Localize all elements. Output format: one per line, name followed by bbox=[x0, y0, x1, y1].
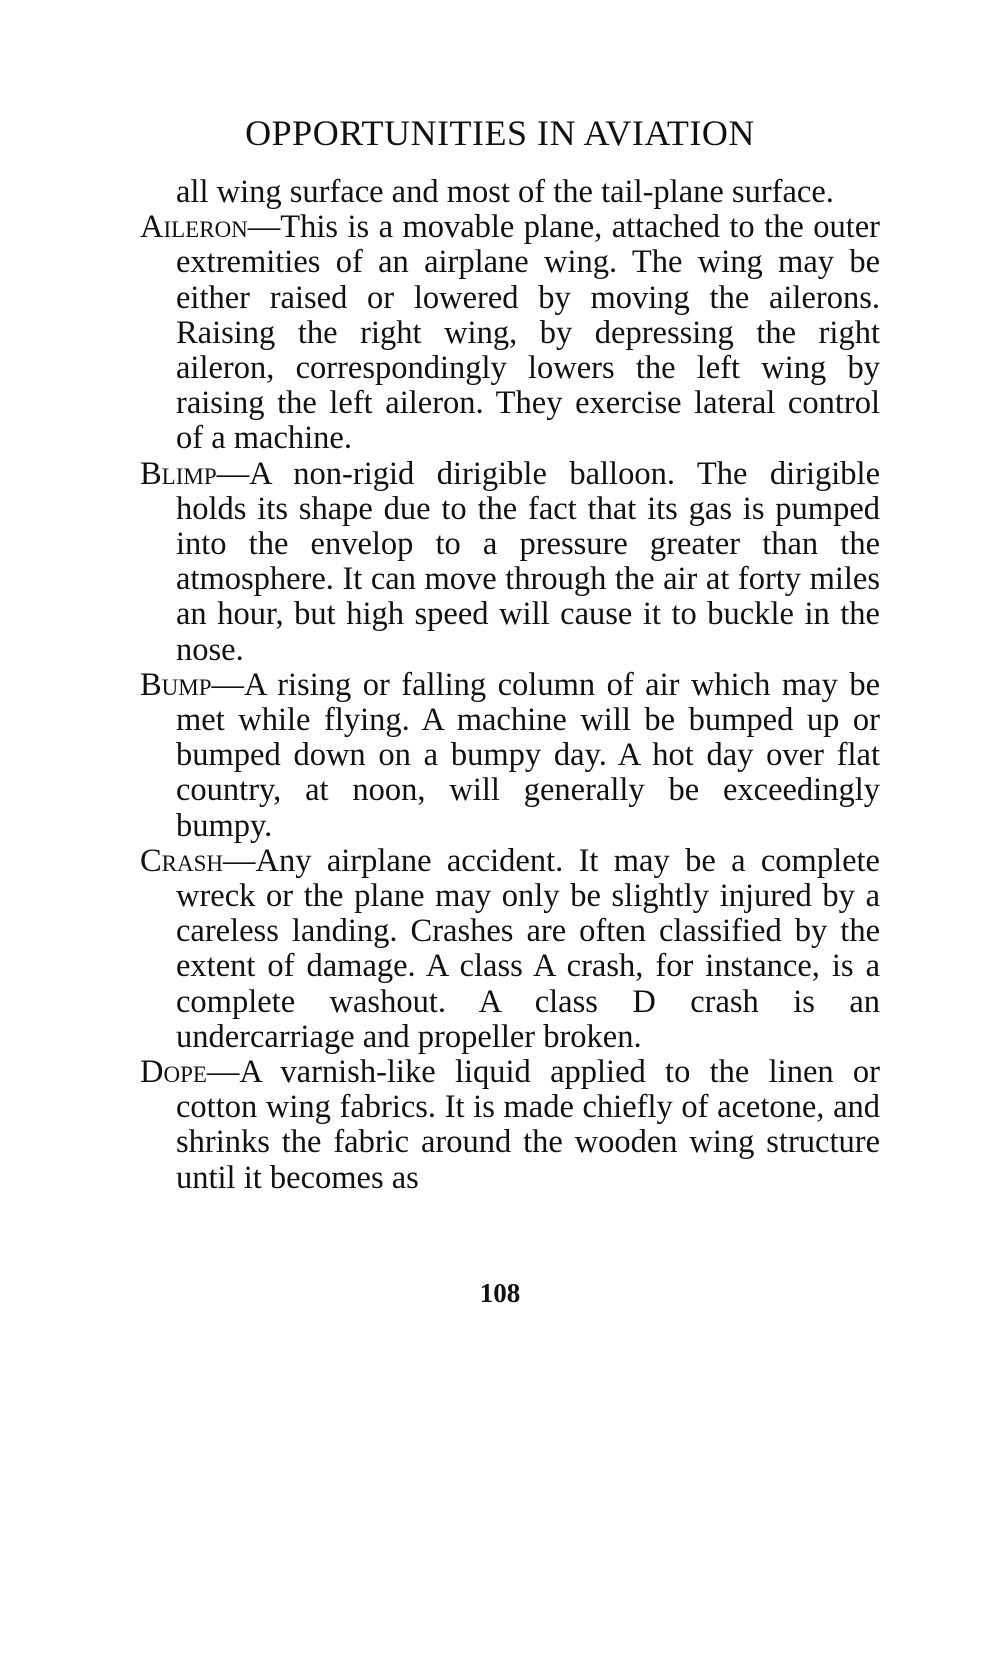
glossary-entry-crash bbox=[140, 844, 880, 1055]
glossary-entry-dope bbox=[140, 1055, 880, 1196]
entry-term: Crash bbox=[140, 842, 224, 879]
entry-term: Bump bbox=[140, 666, 212, 703]
entry-definition: —A varnish-like liquid applied to the linen or cotton wing fabrics. It is made chiefly of acetone, and shrinks the fabric around the wooden wing structure until it becomes as bbox=[176, 1054, 880, 1196]
entry-definition: —This is a movable plane, attached to the outer extremities of an airplane wing. The wing may be either raised or lowered by moving the ailerons. Raising the right wing, by depressing the right aileron, correspondingly lowers the left wing by raising the left aileron. They exercise lateral control of a machine. bbox=[176, 209, 880, 457]
entry-definition: —A rising or falling column of air which may be met while flying. A machine will be bumped up or bumped down on a bumpy day. A hot day over flat country, at noon, will generally be exceedingly bumpy. bbox=[176, 666, 880, 844]
entry-definition: —Any airplane accident. It may be a complete wreck or the plane may only be slightly injured by a careless landing. Crashes are often classified by the extent of damage. A class A crash, for instance, is a complete washout. A class D crash is an undercarriage and propeller broken. bbox=[176, 842, 880, 1055]
entry-term: Aileron bbox=[140, 209, 248, 246]
glossary-body bbox=[140, 175, 880, 1196]
glossary-entry-blimp bbox=[140, 457, 880, 668]
running-title: OPPORTUNITIES IN AVIATION bbox=[245, 113, 755, 153]
glossary-entry-bump bbox=[140, 668, 880, 844]
entry-term: Blimp bbox=[140, 455, 217, 492]
page-number: 108 bbox=[479, 1278, 521, 1308]
entry-term: Dope bbox=[140, 1054, 207, 1091]
continued-paragraph: all wing surface and most of the tail-plane surface. bbox=[176, 174, 834, 210]
glossary-entry-aileron bbox=[140, 210, 880, 456]
entry-definition: —A non-rigid dirigible balloon. The dirigible holds its shape due to the fact that its gas is pumped into the envelop to a pressure greater than the atmosphere. It can move through the air at forty miles an hour, but high speed will cause it to buckle in the nose. bbox=[176, 455, 880, 668]
